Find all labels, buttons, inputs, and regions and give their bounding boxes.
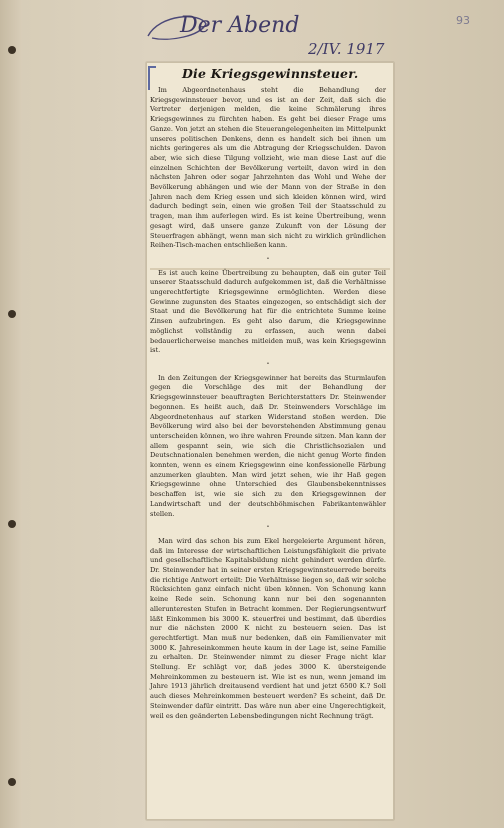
binding-hole <box>8 46 16 54</box>
article-paragraph: Es ist auch keine Übertreibung zu behaupten, daß ein guter Teil unserer Staatsschuld dadurch aufgekommen ist, daß die Verhältnisse ungerechtfertigte Kriegsgewinne ermöglichten. Werden diese Gewinne zugunsten des Staates eingezogen, so entschädigt sich der Staat und die Bevölkerung hat für die entrichtete Summe keine Zinsen aufzubringen. Es geht also darum, die Kriegsgewinne möglichst vollständig zu erfassen, auch wenn dabei bedauerlicherweise manches mitleiden muß, was kein Kriegsgewinn ist. <box>150 268 386 355</box>
handwritten-annotation <box>140 6 400 58</box>
paragraph-separator-icon: • <box>266 524 270 531</box>
binding-hole <box>8 778 16 786</box>
article-paragraph: Man wird das schon bis zum Ekel hergeleierte Argument hören, daß im Interesse der wirtschaftlichen Leistungsfähigkeit die private und gesellschaftliche Kapitalsbildung nicht gehindert werden dürfe. Dr. Steinwender hat in seiner ersten Kriegsgewinnsteuerrede bereits die richtige Antwort erteilt: Die Verhältnisse liegen so, daß wir solche Rücksichten ganz einfach nicht üben können. Von Schonung kann keine Rede sein. Schonung kann nur bei den sogenannten allerunteresten Stufen in Betracht kommen. Der Regierungsentwurf läßt Einkommen bis 3000 K. steuerfrei und bestimmt, daß überdies nur die nächsten 2000 K nicht zu besteuern seien. Das ist gerechtfertigt. Man muß nur bedenken, daß ein Familienvater mit 3000 K. Jahreseinkommen heute kaum in der Lage ist, seine Familie zu erhalten. Dr. Steinwender nimmt zu dieser Frage nicht klar Stellung. Er schlägt vor, daß jedes 3000 K. übersteigende Mehreinkommen zu besteuern ist. Wie ist es nun, wenn jemand im Jahre 1913 jährlich dreitausend verdient hat und jetzt 6500 K.? Soll auch dieses Mehreinkommen besteuert werden? Es scheint, daß Dr. Steinwender dafür eintritt. Das wäre nun aber eine Ungerechtigkeit, weil es den geänderten Lebensbedingungen nicht Rechnung trägt. <box>150 536 386 720</box>
binding-margin <box>0 0 22 828</box>
paragraph-separator-icon: • <box>266 255 270 262</box>
page-number: 93 <box>456 14 470 27</box>
paragraph-separator-icon: • <box>266 360 270 367</box>
binding-hole <box>8 310 16 318</box>
article-body <box>150 86 386 721</box>
handwritten-source: Der Abend <box>180 13 300 38</box>
article-title: Die Kriegsgewinnsteuer. <box>182 66 359 81</box>
article-paragraph: In den Zeitungen der Kriegsgewinner hat bereits das Sturmlaufen gegen die Vorschläge des mit der Behandlung der Kriegsgewinnsteuer beauftragten Berichterstatters Dr. Steinwender begonnen. Es heißt auch, daß Dr. Steinwenders Vorschläge im Abgeordnetenhaus auf starken Widerstand stoßen werden. Die Bevölkerung wird also bei der bevorstehenden Abstimmung genau unterscheiden können, wo ihre wahren Freunde sitzen. Man kann der allem gespannt sein, wie sich die Christlichsozialen und Deutschnationalen benehmen werden, die nicht genug Worte finden konnten, wenn es einem Kriegsgewinn eine konfessionelle Färbung anzumerken glaubten. Man wird jetzt sehen, wie ihr Haß gegen Kriegsgewinne ohne Unterschied des Glaubensbekenntnisses beschaffen ist, wie sie sich zu den Kriegsgewinnen der Landwirtschaft und der deutschböhmischen Fabrikantenwähler stellen. <box>150 373 386 518</box>
article-paragraph: Im Abgeordnetenhaus steht die Behandlung der Kriegsgewinnsteuer bevor, und es ist an der Zeit, daß sich die Vertreter derjenigen melden, die keine Schmälerung ihres Kriegsgewinnes zu fürchten haben. Es geht bei dieser Frage ums Ganze. Von jetzt an stehen die Steuerangelegenheiten im Mittelpunkt unseres politischen Denkens, denn es handelt sich bei ihnen um nichts geringeres als um die Abtragung der Kriegsschulden. Davon aber, wie sich diese Tilgung vollzieht, wie man diese Last auf die einzelnen Schichten der Bevölkerung verteilt, davon wird in den nächsten Jahren oder sogar Jahrzehnten das Wohl und Wehe der Bevölkerung abhängen und wie der Mann von der Straße in den Jahren nach dem Krieg essen und sich kleiden können wird, wird dadurch bedingt sein, einen wie großen Teil der Staatsschuld zu tragen, man ihm auferlegen wird. Es ist keine Übertreibung, wenn gesagt wird, daß unsere ganze Zukunft von der Lösung der Steuerfragen abhängt, wenn man sich nicht zu wirklich gründlichen Reihen-Tisch-machen entschließen kann. <box>150 86 386 250</box>
handwritten-date: 2/IV. 1917 <box>308 40 385 58</box>
binding-hole <box>8 520 16 528</box>
